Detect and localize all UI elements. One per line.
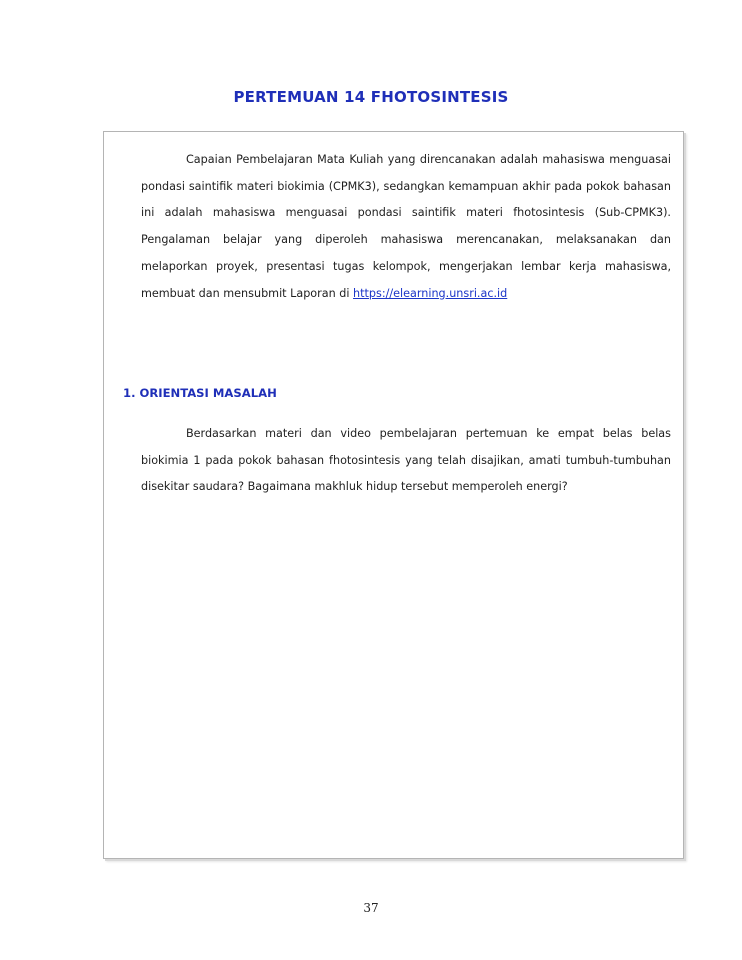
- section-number: 1.: [123, 386, 136, 400]
- intro-text: Capaian Pembelajaran Mata Kuliah yang direncanakan adalah mahasiswa menguasai pondasi saintifik materi biokimia (CPMK3), sedangkan kemampuan akhir pada pokok bahasan ini adalah mahasiswa menguasai pondasi saintifik materi fhotosintesis (Sub-CPMK3). Pengalaman belajar yang diperoleh mahasiswa merencanakan, melaksanakan dan melaporkan proyek, presentasi tugas kelompok, mengerjakan lembar kerja mahasiswa, membuat dan mensubmit Laporan di: [141, 153, 671, 300]
- intro-paragraph: [141, 147, 671, 307]
- page-title: PERTEMUAN 14 FHOTOSINTESIS: [233, 88, 509, 106]
- section-heading-text: ORIENTASI MASALAH: [139, 386, 277, 400]
- page-number: 37: [363, 901, 379, 915]
- elearning-link[interactable]: https://elearning.unsri.ac.id: [353, 286, 508, 300]
- section-paragraph: Berdasarkan materi dan video pembelajaran pertemuan ke empat belas belas biokimia 1 pada pokok bahasan fhotosintesis yang telah disajikan, amati tumbuh-tumbuhan disekitar saudara? Bagaimana makhluk hidup tersebut memperoleh energi?: [141, 427, 671, 494]
- section-heading: [123, 386, 277, 400]
